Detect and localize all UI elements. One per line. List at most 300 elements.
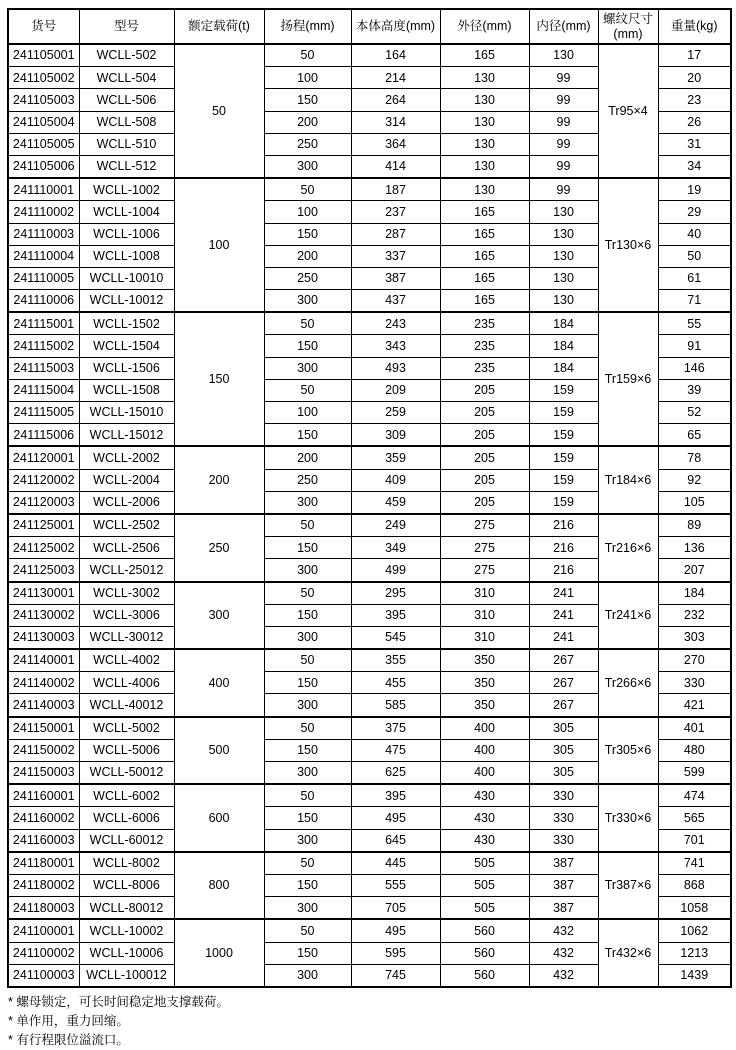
cell-weight: 26 [658,111,731,133]
cell-weight: 105 [658,491,731,514]
cell-model: WCLL-2002 [79,446,174,469]
cell-stroke: 300 [264,357,351,379]
cell-model: WCLL-100012 [79,964,174,987]
cell-outer-diameter: 430 [440,829,529,852]
cell-weight: 92 [658,469,731,491]
table-row [8,852,731,875]
cell-body-height: 445 [351,852,440,875]
cell-model: WCLL-40012 [79,694,174,717]
cell-inner-diameter: 99 [529,67,598,89]
cell-outer-diameter: 430 [440,784,529,807]
cell-body-height: 214 [351,67,440,89]
cell-outer-diameter: 560 [440,964,529,987]
cell-body-height: 493 [351,357,440,379]
cell-inner-diameter: 387 [529,852,598,875]
cell-model: WCLL-10012 [79,290,174,313]
cell-weight: 1439 [658,964,731,987]
cell-outer-diameter: 205 [440,491,529,514]
cell-item-no: 241125003 [8,559,79,582]
cell-stroke: 50 [264,582,351,605]
cell-body-height: 359 [351,446,440,469]
table-row [8,446,731,469]
cell-body-height: 645 [351,829,440,852]
cell-body-height: 545 [351,626,440,649]
cell-item-no: 241105003 [8,89,79,111]
cell-model: WCLL-4006 [79,672,174,694]
cell-model: WCLL-10006 [79,942,174,964]
cell-outer-diameter: 205 [440,469,529,491]
cell-item-no: 241115002 [8,335,79,357]
cell-model: WCLL-1004 [79,201,174,223]
cell-inner-diameter: 432 [529,964,598,987]
cell-body-height: 455 [351,672,440,694]
col-header-outer-diameter: 外径(mm) [440,9,529,44]
cell-item-no: 241110003 [8,223,79,245]
cell-inner-diameter: 159 [529,446,598,469]
cell-inner-diameter: 184 [529,357,598,379]
cell-item-no: 241115004 [8,379,79,401]
cell-model: WCLL-15010 [79,402,174,424]
cell-weight: 39 [658,379,731,401]
cell-item-no: 241150002 [8,739,79,761]
cell-body-height: 437 [351,290,440,313]
cell-weight: 146 [658,357,731,379]
cell-item-no: 241160003 [8,829,79,852]
cell-stroke: 200 [264,446,351,469]
cell-item-no: 241100003 [8,964,79,987]
cell-stroke: 150 [264,89,351,111]
cell-outer-diameter: 350 [440,649,529,672]
cell-stroke: 50 [264,649,351,672]
cell-stroke: 50 [264,852,351,875]
cell-model: WCLL-3006 [79,604,174,626]
table-row [8,312,731,335]
cell-weight: 31 [658,133,731,155]
cell-inner-diameter: 130 [529,290,598,313]
cell-rated-load: 1000 [174,919,264,987]
cell-item-no: 241130001 [8,582,79,605]
cell-stroke: 150 [264,739,351,761]
cell-body-height: 309 [351,424,440,447]
cell-rated-load: 300 [174,582,264,650]
cell-body-height: 355 [351,649,440,672]
cell-model: WCLL-504 [79,67,174,89]
cell-item-no: 241160001 [8,784,79,807]
cell-weight: 91 [658,335,731,357]
cell-inner-diameter: 305 [529,717,598,740]
cell-outer-diameter: 165 [440,223,529,245]
table-row [8,649,731,672]
cell-stroke: 300 [264,491,351,514]
cell-outer-diameter: 350 [440,672,529,694]
cell-thread-size: Tr95×4 [598,44,658,178]
cell-rated-load: 250 [174,514,264,582]
cell-outer-diameter: 205 [440,424,529,447]
cell-thread-size: Tr432×6 [598,919,658,987]
cell-stroke: 150 [264,604,351,626]
cell-outer-diameter: 310 [440,626,529,649]
cell-model: WCLL-2506 [79,537,174,559]
cell-outer-diameter: 310 [440,604,529,626]
cell-inner-diameter: 159 [529,469,598,491]
cell-stroke: 150 [264,424,351,447]
cell-outer-diameter: 165 [440,201,529,223]
cell-inner-diameter: 99 [529,89,598,111]
cell-inner-diameter: 159 [529,402,598,424]
cell-body-height: 475 [351,739,440,761]
cell-outer-diameter: 275 [440,559,529,582]
cell-model: WCLL-6002 [79,784,174,807]
cell-inner-diameter: 130 [529,223,598,245]
cell-stroke: 50 [264,312,351,335]
cell-weight: 52 [658,402,731,424]
cell-weight: 71 [658,290,731,313]
cell-stroke: 300 [264,964,351,987]
cell-body-height: 409 [351,469,440,491]
cell-thread-size: Tr130×6 [598,178,658,312]
cell-item-no: 241105001 [8,44,79,67]
col-header-thread-size: 螺纹尺寸 (mm) [598,9,658,44]
cell-model: WCLL-512 [79,155,174,178]
cell-model: WCLL-2006 [79,491,174,514]
cell-body-height: 387 [351,267,440,289]
cell-body-height: 164 [351,44,440,67]
cell-item-no: 241130002 [8,604,79,626]
cell-stroke: 300 [264,694,351,717]
cell-outer-diameter: 275 [440,514,529,537]
cell-body-height: 264 [351,89,440,111]
cell-inner-diameter: 184 [529,312,598,335]
cell-outer-diameter: 205 [440,379,529,401]
cell-thread-size: Tr387×6 [598,852,658,920]
col-header-body-height: 本体高度(mm) [351,9,440,44]
cell-body-height: 499 [351,559,440,582]
cell-weight: 40 [658,223,731,245]
cell-model: WCLL-1002 [79,178,174,201]
cell-weight: 303 [658,626,731,649]
cell-stroke: 200 [264,245,351,267]
cell-inner-diameter: 241 [529,582,598,605]
cell-weight: 207 [658,559,731,582]
cell-weight: 401 [658,717,731,740]
cell-outer-diameter: 400 [440,717,529,740]
cell-outer-diameter: 205 [440,402,529,424]
cell-item-no: 241115003 [8,357,79,379]
cell-body-height: 625 [351,762,440,785]
cell-weight: 480 [658,739,731,761]
cell-item-no: 241130003 [8,626,79,649]
cell-item-no: 241115006 [8,424,79,447]
cell-inner-diameter: 267 [529,694,598,717]
cell-stroke: 100 [264,67,351,89]
cell-item-no: 241140001 [8,649,79,672]
cell-model: WCLL-508 [79,111,174,133]
cell-model: WCLL-10002 [79,919,174,942]
cell-rated-load: 600 [174,784,264,852]
cell-outer-diameter: 205 [440,446,529,469]
col-header-stroke: 扬程(mm) [264,9,351,44]
cell-stroke: 50 [264,379,351,401]
cell-weight: 270 [658,649,731,672]
cell-thread-size: Tr241×6 [598,582,658,650]
cell-model: WCLL-50012 [79,762,174,785]
table-row [8,919,731,942]
cell-stroke: 300 [264,290,351,313]
cell-body-height: 395 [351,604,440,626]
cell-model: WCLL-510 [79,133,174,155]
cell-weight: 29 [658,201,731,223]
cell-stroke: 50 [264,44,351,67]
cell-item-no: 241105005 [8,133,79,155]
table-row [8,717,731,740]
cell-body-height: 243 [351,312,440,335]
cell-body-height: 364 [351,133,440,155]
cell-outer-diameter: 130 [440,133,529,155]
cell-model: WCLL-10010 [79,267,174,289]
cell-weight: 421 [658,694,731,717]
cell-body-height: 705 [351,897,440,920]
product-spec-table [7,8,732,988]
cell-item-no: 241120001 [8,446,79,469]
cell-inner-diameter: 305 [529,762,598,785]
table-row [8,582,731,605]
cell-model: WCLL-5006 [79,739,174,761]
cell-weight: 741 [658,852,731,875]
cell-outer-diameter: 130 [440,155,529,178]
cell-item-no: 241105004 [8,111,79,133]
cell-inner-diameter: 267 [529,672,598,694]
cell-weight: 20 [658,67,731,89]
cell-body-height: 375 [351,717,440,740]
cell-model: WCLL-1502 [79,312,174,335]
cell-inner-diameter: 216 [529,559,598,582]
cell-item-no: 241180003 [8,897,79,920]
cell-model: WCLL-506 [79,89,174,111]
cell-weight: 55 [658,312,731,335]
cell-model: WCLL-5002 [79,717,174,740]
cell-inner-diameter: 216 [529,514,598,537]
cell-item-no: 241150003 [8,762,79,785]
cell-stroke: 250 [264,133,351,155]
cell-weight: 61 [658,267,731,289]
cell-stroke: 250 [264,469,351,491]
cell-outer-diameter: 560 [440,942,529,964]
cell-weight: 78 [658,446,731,469]
cell-inner-diameter: 99 [529,178,598,201]
cell-outer-diameter: 505 [440,897,529,920]
cell-outer-diameter: 130 [440,178,529,201]
cell-model: WCLL-502 [79,44,174,67]
cell-model: WCLL-8002 [79,852,174,875]
cell-stroke: 100 [264,201,351,223]
footnote: * 单作用，重力回缩。 [8,1013,129,1028]
cell-outer-diameter: 350 [440,694,529,717]
cell-model: WCLL-1008 [79,245,174,267]
cell-outer-diameter: 130 [440,89,529,111]
cell-model: WCLL-60012 [79,829,174,852]
col-header-model: 型号 [79,9,174,44]
cell-stroke: 150 [264,335,351,357]
cell-outer-diameter: 235 [440,312,529,335]
cell-inner-diameter: 130 [529,267,598,289]
cell-weight: 184 [658,582,731,605]
cell-weight: 136 [658,537,731,559]
cell-item-no: 241100002 [8,942,79,964]
cell-weight: 868 [658,874,731,896]
cell-inner-diameter: 159 [529,379,598,401]
cell-weight: 34 [658,155,731,178]
cell-inner-diameter: 99 [529,155,598,178]
cell-body-height: 337 [351,245,440,267]
cell-weight: 701 [658,829,731,852]
cell-model: WCLL-4002 [79,649,174,672]
cell-model: WCLL-1506 [79,357,174,379]
cell-rated-load: 50 [174,44,264,178]
cell-stroke: 300 [264,897,351,920]
cell-outer-diameter: 400 [440,762,529,785]
cell-outer-diameter: 505 [440,874,529,896]
cell-model: WCLL-25012 [79,559,174,582]
cell-weight: 1062 [658,919,731,942]
cell-outer-diameter: 165 [440,290,529,313]
cell-stroke: 250 [264,267,351,289]
footnote: * 有行程限位溢流口。 [8,1032,129,1047]
cell-item-no: 241105002 [8,67,79,89]
cell-inner-diameter: 184 [529,335,598,357]
cell-body-height: 414 [351,155,440,178]
cell-body-height: 259 [351,402,440,424]
cell-thread-size: Tr305×6 [598,717,658,785]
footnote: * 螺母锁定，可长时间稳定地支撑载荷。 [8,994,229,1009]
cell-body-height: 349 [351,537,440,559]
cell-thread-size: Tr266×6 [598,649,658,717]
cell-outer-diameter: 165 [440,267,529,289]
cell-outer-diameter: 310 [440,582,529,605]
cell-item-no: 241115001 [8,312,79,335]
cell-item-no: 241110004 [8,245,79,267]
cell-body-height: 295 [351,582,440,605]
cell-item-no: 241115005 [8,402,79,424]
cell-item-no: 241140003 [8,694,79,717]
col-header-weight: 重量(kg) [658,9,731,44]
cell-inner-diameter: 387 [529,897,598,920]
cell-stroke: 300 [264,762,351,785]
cell-inner-diameter: 159 [529,424,598,447]
cell-model: WCLL-8006 [79,874,174,896]
cell-inner-diameter: 432 [529,919,598,942]
cell-inner-diameter: 130 [529,201,598,223]
cell-stroke: 150 [264,223,351,245]
cell-stroke: 50 [264,717,351,740]
cell-item-no: 241110006 [8,290,79,313]
cell-item-no: 241105006 [8,155,79,178]
cell-model: WCLL-3002 [79,582,174,605]
cell-body-height: 745 [351,964,440,987]
cell-body-height: 343 [351,335,440,357]
cell-stroke: 150 [264,672,351,694]
cell-item-no: 241110002 [8,201,79,223]
cell-weight: 23 [658,89,731,111]
cell-item-no: 241120002 [8,469,79,491]
cell-item-no: 241160002 [8,807,79,829]
cell-stroke: 300 [264,155,351,178]
cell-inner-diameter: 241 [529,626,598,649]
cell-weight: 89 [658,514,731,537]
cell-outer-diameter: 430 [440,807,529,829]
cell-body-height: 187 [351,178,440,201]
cell-stroke: 50 [264,514,351,537]
cell-outer-diameter: 275 [440,537,529,559]
cell-body-height: 209 [351,379,440,401]
table-row [8,784,731,807]
col-header-thread-size-unit: (mm) [613,26,643,41]
cell-thread-size: Tr159×6 [598,312,658,446]
cell-inner-diameter: 330 [529,829,598,852]
cell-model: WCLL-30012 [79,626,174,649]
cell-inner-diameter: 99 [529,111,598,133]
cell-item-no: 241140002 [8,672,79,694]
cell-model: WCLL-2502 [79,514,174,537]
cell-weight: 474 [658,784,731,807]
cell-thread-size: Tr216×6 [598,514,658,582]
col-header-inner-diameter: 内径(mm) [529,9,598,44]
cell-weight: 330 [658,672,731,694]
cell-outer-diameter: 235 [440,335,529,357]
cell-body-height: 555 [351,874,440,896]
cell-rated-load: 400 [174,649,264,717]
cell-rated-load: 500 [174,717,264,785]
cell-model: WCLL-1504 [79,335,174,357]
cell-stroke: 150 [264,874,351,896]
table-row [8,44,731,67]
cell-body-height: 585 [351,694,440,717]
cell-stroke: 150 [264,942,351,964]
cell-outer-diameter: 165 [440,44,529,67]
cell-item-no: 241180001 [8,852,79,875]
cell-outer-diameter: 505 [440,852,529,875]
footnotes-block [7,993,730,1050]
cell-weight: 19 [658,178,731,201]
cell-body-height: 459 [351,491,440,514]
cell-weight: 65 [658,424,731,447]
cell-item-no: 241110001 [8,178,79,201]
cell-stroke: 300 [264,559,351,582]
cell-stroke: 200 [264,111,351,133]
cell-thread-size: Tr184×6 [598,446,658,514]
cell-body-height: 237 [351,201,440,223]
cell-model: WCLL-6006 [79,807,174,829]
cell-body-height: 495 [351,919,440,942]
cell-body-height: 287 [351,223,440,245]
cell-outer-diameter: 130 [440,67,529,89]
cell-model: WCLL-15012 [79,424,174,447]
cell-item-no: 241110005 [8,267,79,289]
cell-rated-load: 100 [174,178,264,312]
col-header-rated-load: 额定载荷(t) [174,9,264,44]
cell-stroke: 100 [264,402,351,424]
cell-weight: 1213 [658,942,731,964]
cell-body-height: 314 [351,111,440,133]
cell-rated-load: 150 [174,312,264,446]
cell-inner-diameter: 432 [529,942,598,964]
cell-inner-diameter: 99 [529,133,598,155]
cell-model: WCLL-1508 [79,379,174,401]
cell-inner-diameter: 330 [529,784,598,807]
cell-stroke: 300 [264,626,351,649]
cell-weight: 599 [658,762,731,785]
table-header-row [8,9,731,44]
cell-inner-diameter: 305 [529,739,598,761]
